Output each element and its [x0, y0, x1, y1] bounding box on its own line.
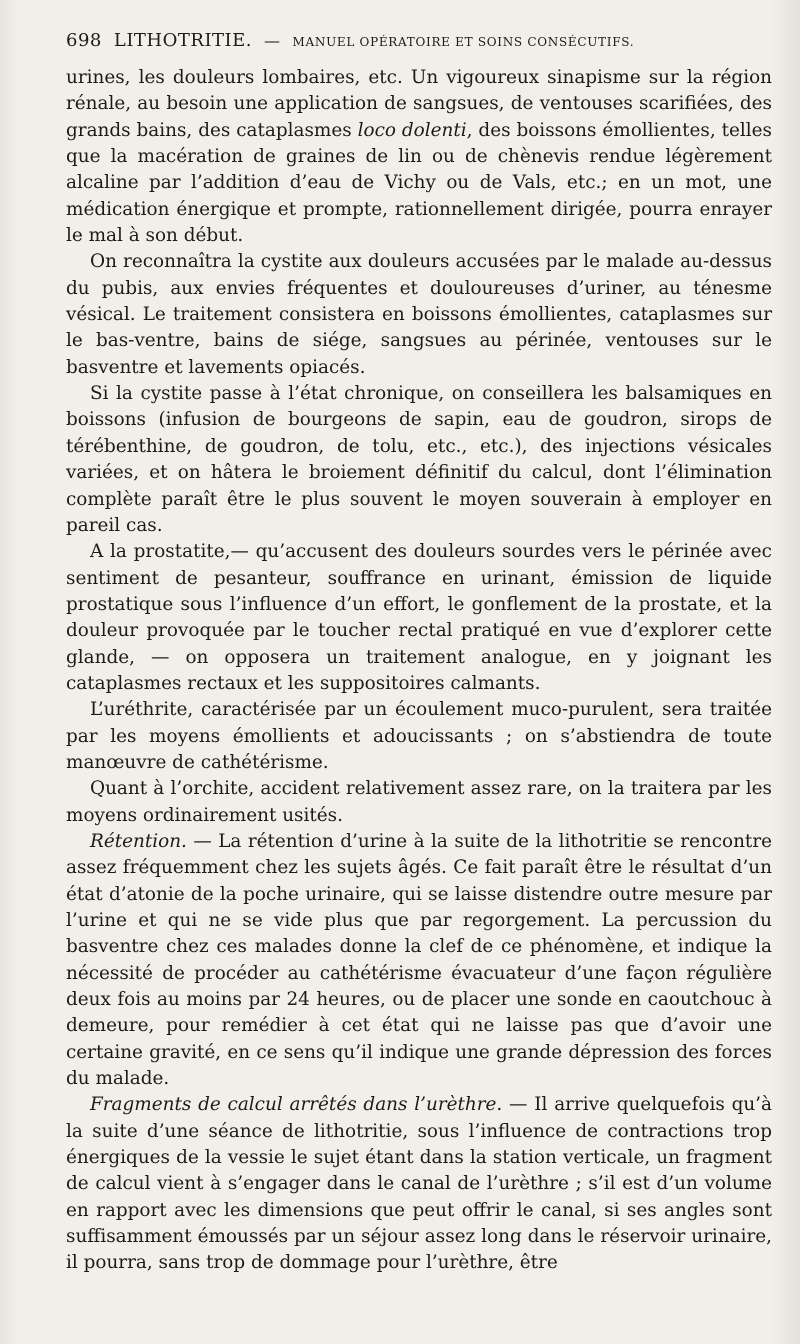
- page-number: 698: [66, 30, 102, 51]
- running-header: [66, 30, 772, 51]
- paragraph-4: A la prostatite,— qu’accusent des douleurs sourdes vers le périnée avec sentiment de pesanteur, souffrance en urinant, émission de liquide prostatique sous l’influence d’un effort, le gonflement de la prostate, et la douleur provoquée par le toucher rectal pratiqué en vue d’explorer cette glande, — on opposera un traitement analogue, en y joignant les cataplasmes rectaux et les suppositoires calmants.: [66, 541, 772, 694]
- paragraph-1-text-a: urines, les douleurs lombaires, etc. Un vigoureux sinapisme sur la région rénale, au besoin une application de sangsues, de ventouses scarifiées, des grands bains, des cataplasmes: [66, 67, 772, 141]
- paragraph-7: [66, 829, 772, 1092]
- paragraph-8-text: — Il arrive quelquefois qu’à la suite d’une séance de lithotritie, sous l’influence de contractions trop énergiques de la vessie le sujet étant dans la station verticale, un fragment de calcul vient à s’engager dans le canal de l’urèthre ; s’il est d’un volume en rapport avec les dimensions que peut offrir le canal, si ses angles sont suffisamment émoussés par un séjour assez long dans le réservoir urinaire, il pourra, sans trop de dommage pour l’urèthre, être: [66, 1094, 772, 1274]
- running-subtitle: MANUEL OPÉRATOIRE ET SOINS CONSÉCUTIFS.: [292, 35, 635, 49]
- paragraph-3: Si la cystite passe à l’état chronique, on conseillera les balsamiques en boissons (infusion de bourgeons de sapin, eau de goudron, sirops de térébenthine, de goudron, de tolu, etc., etc.), des injections vésicales variées, et on hâtera le broiement définitif du calcul, dont l’élimination complète paraît être le plus souvent le moyen souverain à employer en pareil cas.: [66, 383, 772, 536]
- paragraph-8-heading: Fragments de calcul arrêtés dans l’urèthre.: [90, 1094, 503, 1116]
- header-dash: —: [264, 31, 281, 50]
- paragraph-6: Quant à l’orchite, accident relativement assez rare, on la traitera par les moyens ordinairement usités.: [66, 778, 772, 826]
- page-body: [66, 65, 772, 1277]
- paragraph-2: On reconnaîtra la cystite aux douleurs accusées par le malade au-dessus du pubis, aux envies fréquentes et douloureuses d’uriner, au ténesme vésical. Le traitement consistera en boissons émollientes, cataplasmes sur le bas-ventre, bains de siége, sangsues au périnée, ventouses sur le basventre et lavements opiacés.: [66, 251, 772, 378]
- paragraph-1-italic: loco dolenti: [357, 119, 467, 141]
- paragraph-1: [66, 65, 772, 249]
- paragraph-5: L’uréthrite, caractérisée par un écoulement muco-purulent, sera traitée par les moyens émollients et adoucissants ; on s’abstiendra de toute manœuvre de cathétérisme.: [66, 699, 772, 773]
- running-title: LITHOTRITIE.: [113, 30, 253, 51]
- paragraph-7-text: — La rétention d’urine à la suite de la lithotritie se rencontre assez fréquemment chez les sujets âgés. Ce fait paraît être le résultat d’un état d’atonie de la poche urinaire, qui se laisse distendre outre mesure par l’urine et qui ne se vide plus que par regorgement. La percussion du basventre chez ces malades donne la clef de ce phénomène, et indique la nécessité de procéder au cathétérisme évacuateur d’une façon régulière deux fois au moins par 24 heures, ou de placer une sonde en caoutchouc à demeure, pour remédier à cet état qui ne laisse pas que d’avoir une certaine gravité, en ce sens qu’il indique une grande dépression des forces du malade.: [66, 830, 772, 1090]
- paragraph-8: [66, 1092, 772, 1276]
- paragraph-1-text-b: , des boissons émollientes, telles que la macération de graines de lin ou de chènevis rendue légèrement alcaline par l’addition d’eau de Vichy ou de Vals, etc.; en un mot, une médication énergique et prompte, rationnellement dirigée, pourra enrayer le mal à son début.: [66, 119, 772, 247]
- paragraph-7-heading: Rétention.: [90, 830, 187, 852]
